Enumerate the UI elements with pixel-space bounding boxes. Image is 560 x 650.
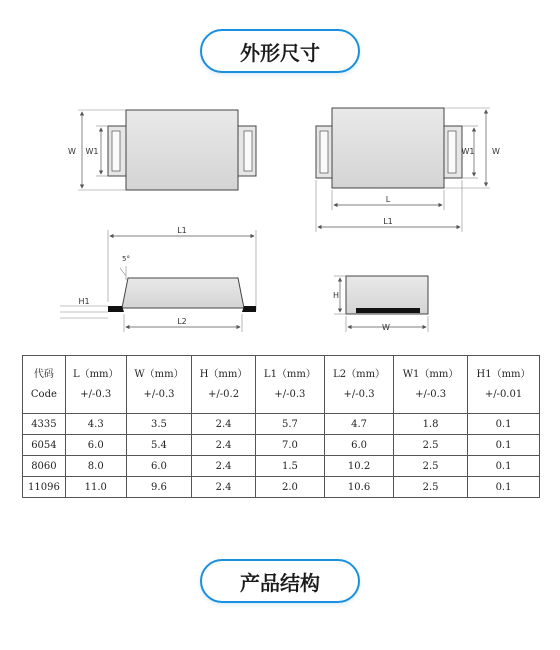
end-view: [333, 276, 428, 332]
header-line2: +/-0.2: [208, 388, 240, 400]
table-cell: 8.0: [65, 456, 126, 477]
header-line2: +/-0.01: [484, 388, 523, 400]
table-row: [23, 477, 540, 498]
table-row: [23, 414, 540, 435]
dimensions-section-title: 外形尺寸: [200, 29, 360, 73]
table-header-cell: [126, 356, 192, 414]
dimension-table: [22, 355, 540, 498]
top-view-right: [316, 108, 500, 232]
table-header-cell: [65, 356, 126, 414]
table-cell: 2.4: [192, 477, 256, 498]
table-cell: 4.7: [324, 414, 393, 435]
label-h: H: [332, 291, 340, 300]
table-cell: 0.1: [468, 435, 540, 456]
structure-section-title: 产品结构: [200, 559, 360, 603]
label-w1-left: W1: [85, 147, 99, 156]
table-cell: 4.3: [65, 414, 126, 435]
label-w-left: W: [68, 147, 76, 156]
table-cell: 6.0: [126, 456, 192, 477]
table-cell: 0.1: [468, 456, 540, 477]
header-line1: L1（mm）: [263, 368, 316, 380]
table-header-cell: [468, 356, 540, 414]
table-cell: 3.5: [126, 414, 192, 435]
table-cell: 2.5: [394, 456, 468, 477]
table-cell: 2.0: [255, 477, 324, 498]
table-cell: 11096: [23, 477, 66, 498]
header-line2: +/-0.3: [143, 388, 175, 400]
table-cell: 10.2: [324, 456, 393, 477]
table-cell: 1.8: [394, 414, 468, 435]
label-l1-side: L1: [177, 226, 187, 235]
header-line1: W1（mm）: [402, 368, 459, 380]
table-header-cell: [255, 356, 324, 414]
table-cell: 6.0: [324, 435, 393, 456]
table-cell: 11.0: [65, 477, 126, 498]
table-cell: 6.0: [65, 435, 126, 456]
table-cell: 0.1: [468, 477, 540, 498]
side-view: [60, 226, 256, 332]
label-angle: 5°: [122, 255, 130, 263]
header-line2: +/-0.3: [415, 388, 447, 400]
label-l2: L2: [177, 317, 187, 326]
header-line1: L（mm）: [72, 368, 119, 380]
label-h1: H1: [78, 297, 90, 306]
top-view-left: [68, 110, 256, 190]
header-line1: H（mm）: [199, 368, 248, 380]
table-cell: 7.0: [255, 435, 324, 456]
header-line2: +/-0.3: [80, 388, 112, 400]
table-cell: 2.4: [192, 435, 256, 456]
table-cell: 10.6: [324, 477, 393, 498]
header-line1: W（mm）: [134, 368, 184, 380]
table-header-row: [23, 356, 540, 414]
table-cell: 2.5: [394, 477, 468, 498]
table-row: [23, 456, 540, 477]
label-l1-right: L1: [383, 217, 393, 226]
table-header-cell: [23, 356, 66, 414]
label-w-right: W: [492, 147, 500, 156]
table-cell: 2.4: [192, 414, 256, 435]
label-l: L: [385, 195, 391, 204]
table-row: [23, 435, 540, 456]
header-line2: +/-0.3: [274, 388, 306, 400]
table-cell: 2.4: [192, 456, 256, 477]
table-cell: 9.6: [126, 477, 192, 498]
table-cell: 5.4: [126, 435, 192, 456]
table-cell: 2.5: [394, 435, 468, 456]
header-line2: Code: [30, 388, 57, 400]
label-w1-right: W1: [461, 147, 475, 156]
table-cell: 5.7: [255, 414, 324, 435]
table-header-cell: [324, 356, 393, 414]
table-cell: 4335: [23, 414, 66, 435]
table-cell: 8060: [23, 456, 66, 477]
label-w-end: W: [382, 323, 390, 332]
table-header-cell: [394, 356, 468, 414]
table-header-cell: [192, 356, 256, 414]
header-line2: +/-0.3: [343, 388, 375, 400]
header-line1: L2（mm）: [333, 368, 386, 380]
header-line1: H1（mm）: [476, 368, 531, 380]
table-cell: 0.1: [468, 414, 540, 435]
table-cell: 6054: [23, 435, 66, 456]
header-line1: 代码: [33, 368, 54, 380]
table-cell: 1.5: [255, 456, 324, 477]
